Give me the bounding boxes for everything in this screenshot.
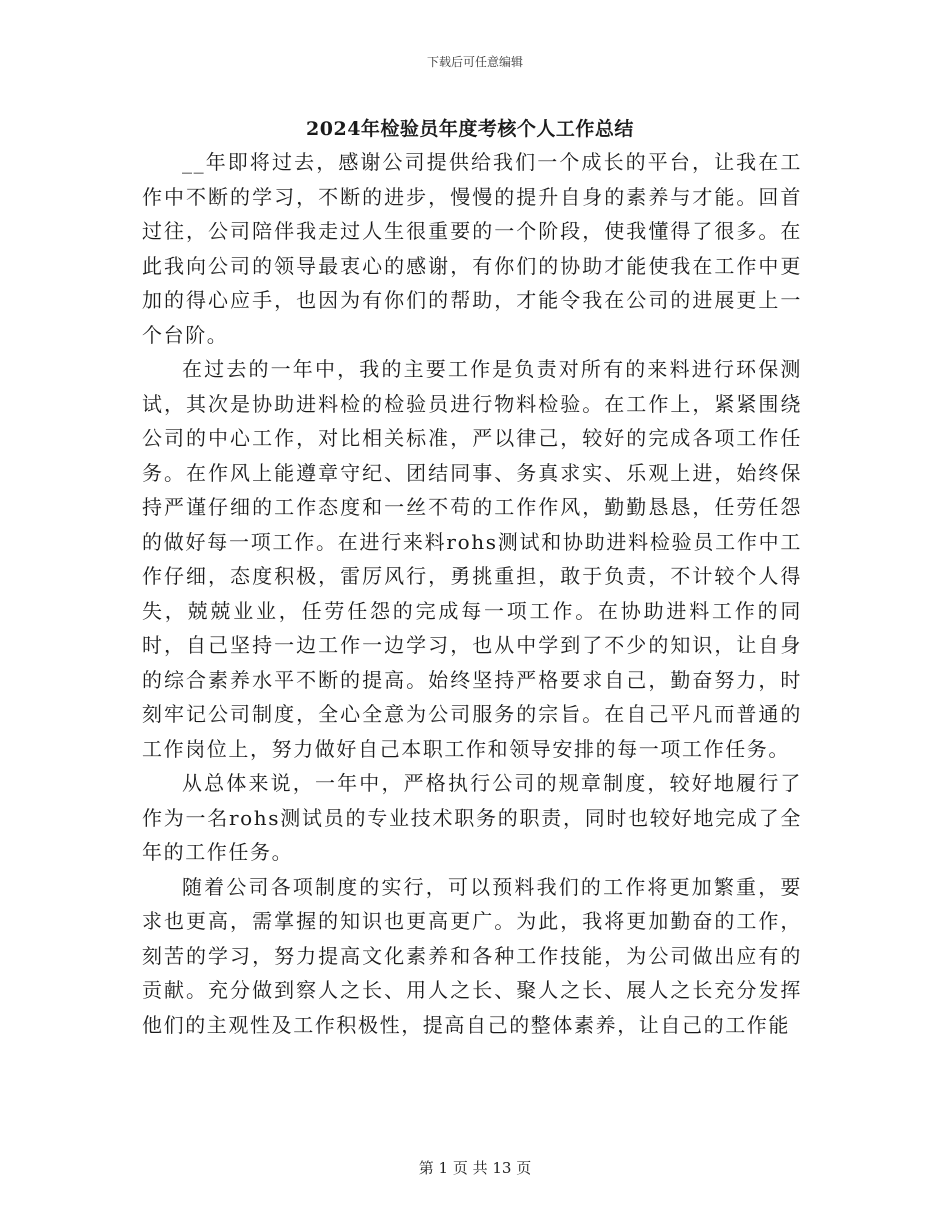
document-title: 2024年检验员年度考核个人工作总结 bbox=[306, 118, 634, 140]
paragraph-1: __年即将过去，感谢公司提供给我们一个成长的平台，让我在工作中不断的学习，不断的进步，慢慢的提升自身的素养与才能。回首过往，公司陪伴我走过人生很重要的一个阶段，使我懂得了很多。在此我向公司的领导最衷心的感谢，有你们的协助才能使我在工作中更加的得心应手，也因为有你们的帮助，才能令我在公司的进展更上一个台阶。 bbox=[142, 150, 802, 347]
paragraph-2: 在过去的一年中，我的主要工作是负责对所有的来料进行环保测试，其次是协助进料检的检验员进行物料检验。在工作上，紧紧围绕公司的中心工作，对比相关标准，严以律己，较好的完成各项工作任务。在作风上能遵章守纪、团结同事、务真求实、乐观上进，始终保持严谨仔细的工作态度和一丝不苟的工作作风，勤勤恳恳，任劳任怨的做好每一项工作。在进行来料rohs测试和协助进料检验员工作中工作仔细，态度积极，雷厉风行，勇挑重担，敢于负责，不计较个人得失，兢兢业业，任劳任怨的完成每一项工作。在协助进料工作的同时，自己坚持一边工作一边学习，也从中学到了不少的知识，让自身的综合素养水平不断的提高。始终坚持严格要求自己，勤奋努力，时刻牢记公司制度，全心全意为公司服务的宗旨。在自己平凡而普通的工作岗位上，努力做好自己本职工作和领导安排的每一项工作任务。 bbox=[142, 357, 802, 761]
paragraph-3: 从总体来说，一年中，严格执行公司的规章制度，较好地履行了作为一名rohs测试员的专业技术职务的职责，同时也较好地完成了全年的工作任务。 bbox=[142, 771, 802, 864]
paragraph-4: 随着公司各项制度的实行，可以预料我们的工作将更加繁重，要求也更高，需掌握的知识也更高更广。为此，我将更加勤奋的工作，刻苦的学习，努力提高文化素养和各种工作技能，为公司做出应有的贡献。充分做到察人之长、用人之长、聚人之长、展人之长充分发挥他们的主观性及工作积极性，提高自己的整体素养，让自己的工作能 bbox=[142, 874, 802, 1037]
page-number: 第 1 页 共 13 页 bbox=[418, 1159, 532, 1177]
page-header-note: 下载后可任意编辑 bbox=[426, 55, 523, 69]
document-body bbox=[142, 145, 802, 1042]
